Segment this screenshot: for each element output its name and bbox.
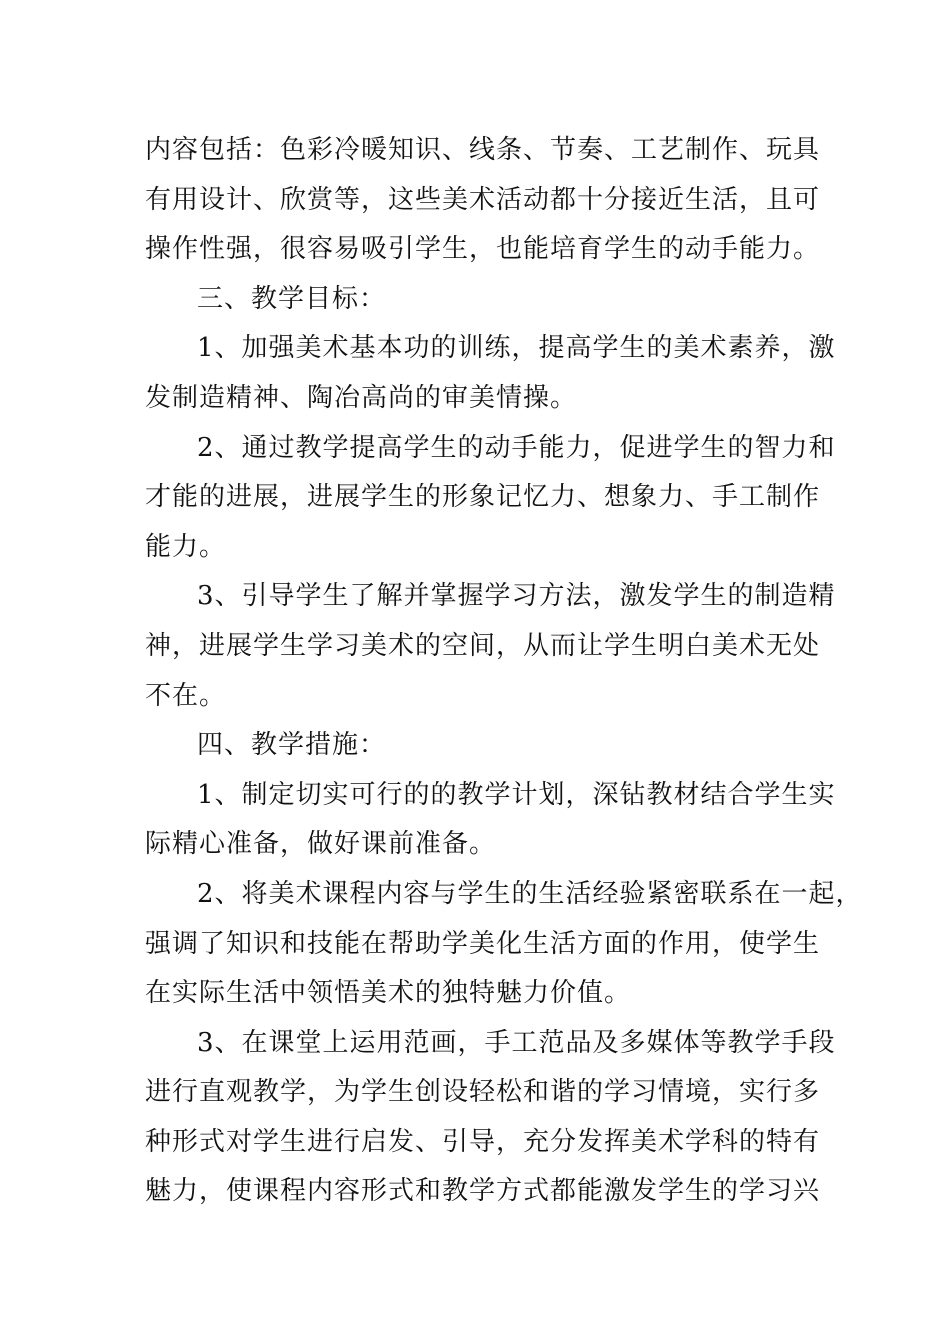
text-line: 操作性强，很容易吸引学生，也能培育学生的动手能力。 (145, 234, 821, 265)
text-line: 有用设计、欣赏等，这些美术活动都十分接近生活，且可 (145, 184, 821, 215)
text-line: 2、将美术课程内容与学生的生活经验紧密联系在一起， (197, 878, 863, 909)
text-line: 在实际生活中领悟美术的独特魅力价值。 (145, 978, 632, 1009)
text-line: 强调了知识和技能在帮助学美化生活方面的作用，使学生 (145, 928, 821, 959)
text-line: 1、加强美术基本功的训练，提高学生的美术素养，激 (197, 333, 836, 364)
text-line: 际精心准备，做好课前准备。 (145, 829, 497, 860)
text-line: 种形式对学生进行启发、引导，充分发挥美术学科的特有 (145, 1126, 821, 1157)
text-line: 不在。 (145, 680, 227, 711)
text-line: 1、制定切实可行的的教学计划，深钻教材结合学生实 (197, 779, 836, 810)
text-line: 内容包括：色彩冷暖知识、线条、节奏、工艺制作、玩具 (145, 135, 821, 165)
section-heading: 四、教学措施： (197, 730, 387, 761)
text-line: 能力。 (145, 531, 227, 562)
text-line: 进行直观教学，为学生创设轻松和谐的学习情境，实行多 (145, 1077, 821, 1108)
text-line: 才能的进展，进展学生的形象记忆力、想象力、手工制作 (145, 482, 821, 513)
text-line: 2、通过教学提高学生的动手能力，促进学生的智力和 (197, 432, 836, 463)
text-line: 3、在课堂上运用范画，手工范品及多媒体等教学手段 (197, 1027, 836, 1058)
text-line: 神，进展学生学习美术的空间，从而让学生明白美术无处 (145, 630, 821, 661)
section-heading: 三、教学目标： (197, 283, 387, 314)
text-line: 发制造精神、陶冶高尚的审美情操。 (145, 382, 578, 413)
text-line: 3、引导学生了解并掌握学习方法，激发学生的制造精 (197, 581, 836, 612)
document-page (145, 126, 863, 1217)
text-line: 魅力，使课程内容形式和教学方式都能激发学生的学习兴 (145, 1176, 821, 1207)
